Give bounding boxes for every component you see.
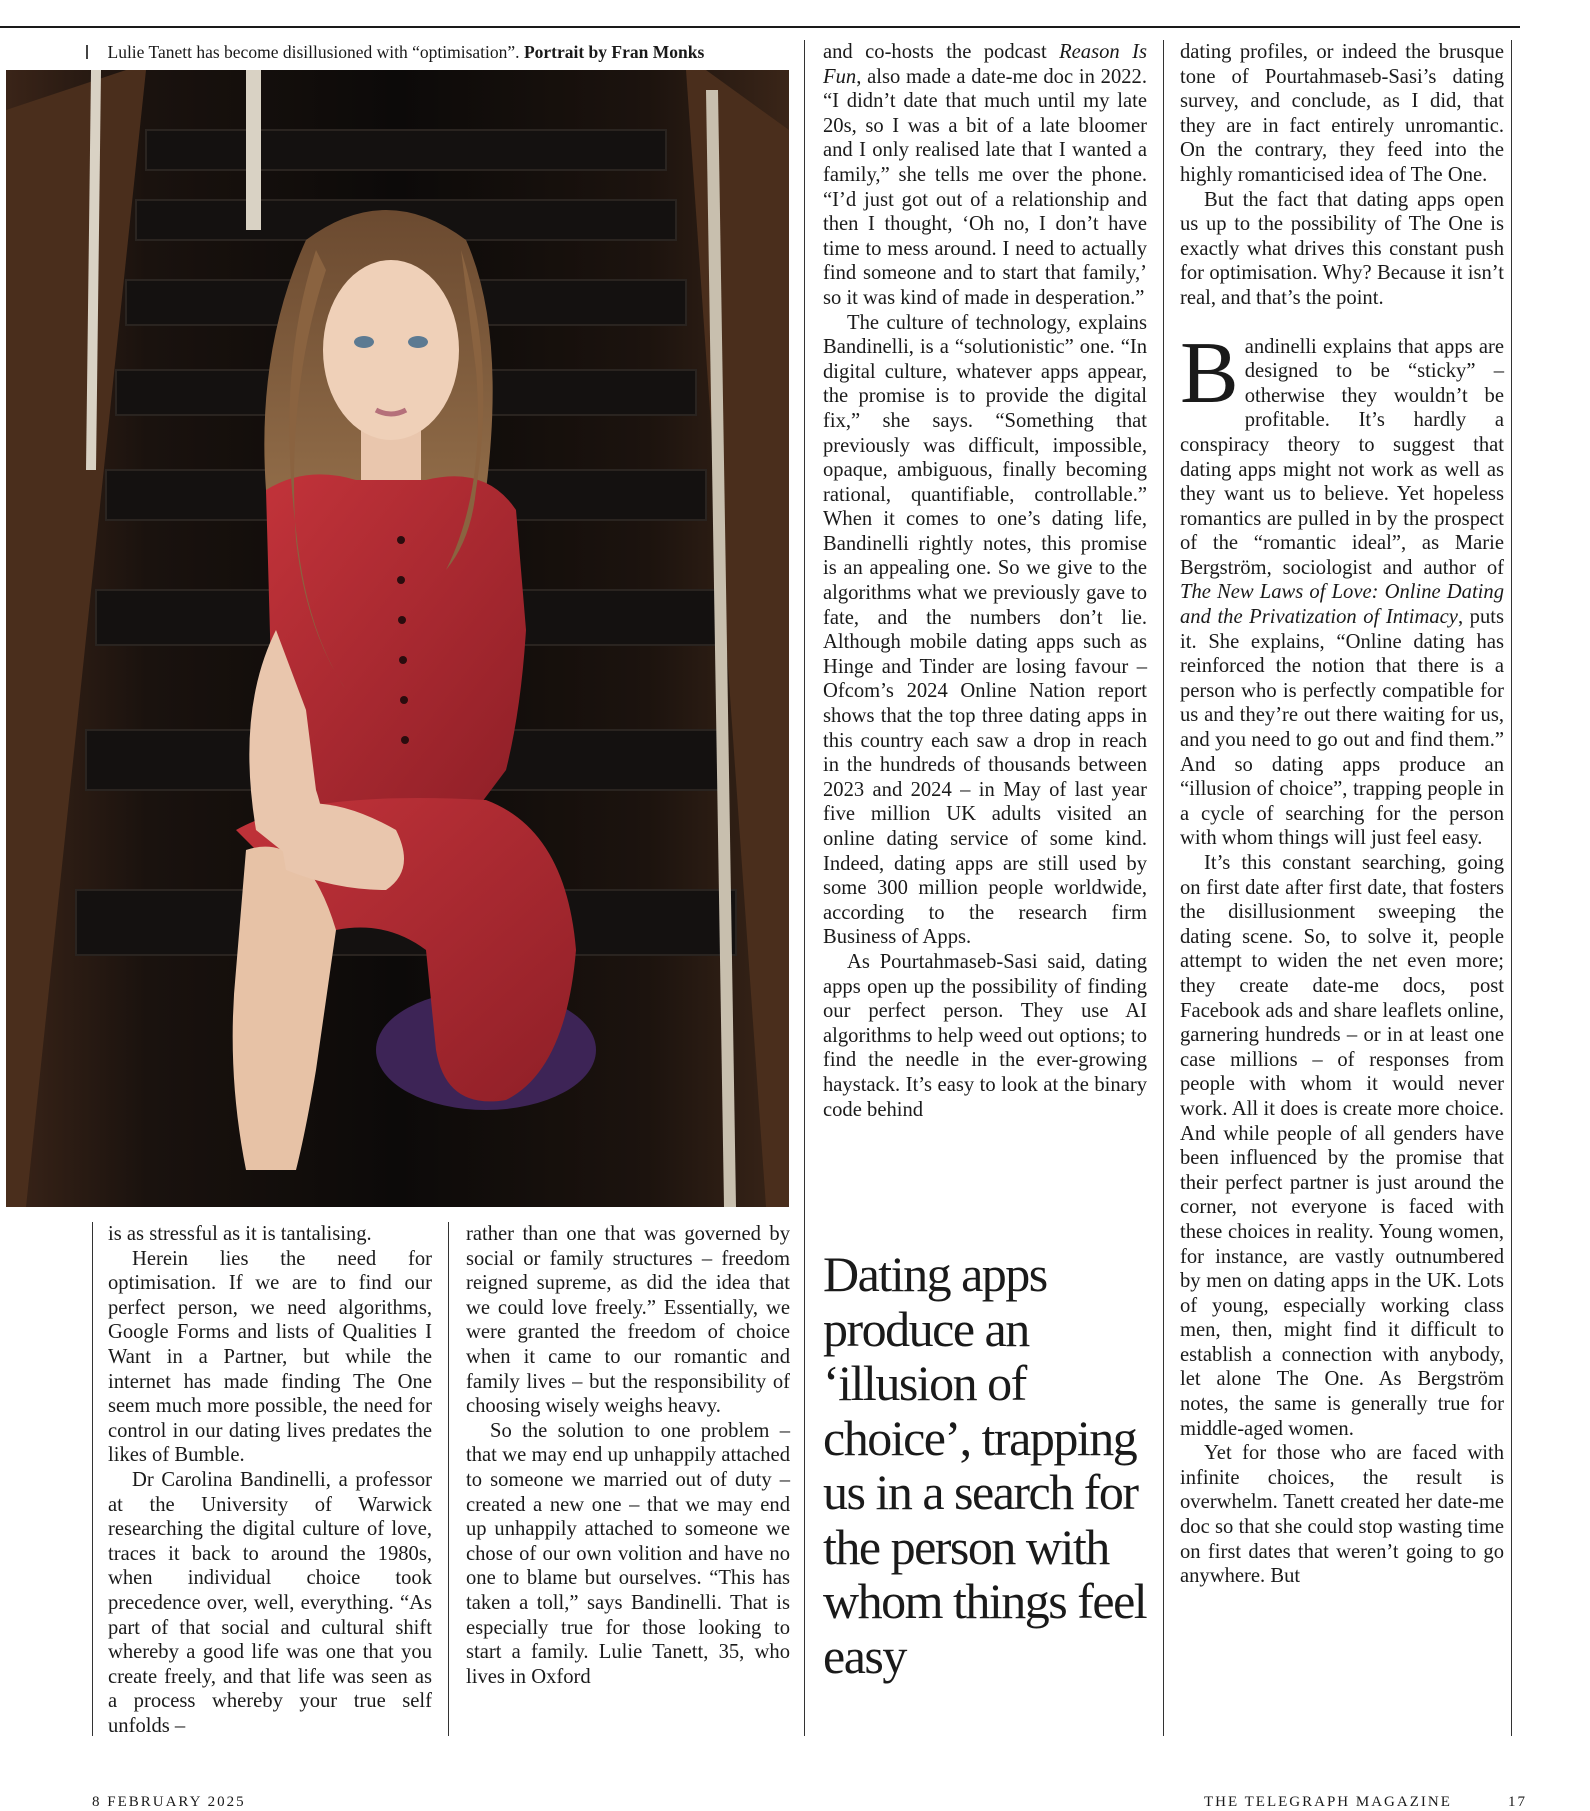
paragraph: is as stressful as it is tantalising. (108, 1223, 372, 1245)
text-run: , puts it. She explains, “Online dating has reinforced the notion that there is a person who is perfectly compatible for us and they’re out there waiting for us, and you need to go out and find them.” And so dating apps produce an “illusion of choice”, trapping people in a cycle of searching for the person with whom things will just feel easy. (1180, 606, 1504, 850)
paragraph: Herein lies the need for optimisation. If we are to find our perfect person, we need algorithms, Google Forms and lists of Qualities I Want in a Partner, but while the internet has made finding The One seem much more possible, the need for control in our dating lives predates the likes of Bumble. (108, 1247, 432, 1467)
photo-caption (86, 40, 788, 64)
paragraph (823, 40, 1147, 311)
column-rule (1163, 40, 1164, 1736)
column-rule (92, 1222, 93, 1736)
paragraph: But the fact that dating apps open us up to the possibility of The One is exactly what drives this constant push for optimisation. Why? Because it isn’t real, and that’s the point. (1180, 188, 1504, 309)
paragraph: Dr Carolina Bandinelli, a professor at the University of Warwick researching the digital culture of love, traces it back to around the 1980s, when individual choice took precedence over, well, everything. “As part of that social and cultural shift whereby a good life was one that you create freely, and that life was seen as a process whereby your true self unfolds – (108, 1468, 432, 1737)
paragraph: Yet for those who are faced with infinite choices, the result is overwhelm. Tanett created her date-me doc so that she could stop wasting time on first dates that weren’t going to go anywhere. But (1180, 1442, 1504, 1588)
article-column-1 (108, 1222, 432, 1738)
podcast-title: Reason Is Fun (823, 41, 1147, 88)
article-column-2 (466, 1222, 790, 1689)
caption-bar (86, 45, 88, 59)
portrait-illustration (6, 70, 789, 1207)
paragraph (1180, 324, 1504, 851)
book-title: The New Laws of Love: Online Dating and the Privatization of Intimacy (1180, 581, 1504, 629)
paragraph: It’s this constant searching, going on first date after first date, that fosters the disillusionment sweeping the dating scene. So, to solve it, people attempt to widen the net even more; they create date-me docs, post Facebook ads and share leaflets online, garnering hundreds – or in at least one case millions – of responses from people with whom it would never work. All it does is create more choice. And while people of all genders have been influenced by the promise that their perfect partner is just around the corner, not everyone is faced with these choices in reality. Young women, for instance, are vastly outnumbered by men on dating apps in the UK. Lots of young, especially working class men, then, might find it difficult to establish a connection with anybody, let alone The One. As Bergström notes, the same is generally true for middle-aged women. (1180, 852, 1504, 1440)
page-number: 17 (1508, 1794, 1527, 1810)
column-rule (1511, 40, 1512, 1736)
top-rule (0, 26, 1520, 28)
footer-magazine: THE TELEGRAPH MAGAZINE (1204, 1794, 1452, 1810)
text-run: andinelli explains that apps are designed to be “sticky” – otherwise they wouldn’t be profitable. It’s hardly a conspiracy theory to suggest that dating apps might not work as well as they want us to believe. Yet hopeless romantics are pulled in by the prospect of the “romantic ideal”, as Marie Bergström, sociologist and author of (1180, 335, 1504, 579)
caption-text: Lulie Tanett has become disillusioned with “optimisation”. (107, 42, 524, 62)
article-column-3 (823, 40, 1147, 1122)
text-run: , also made a date-me doc in 2022. “I didn’t date that much until my late 20s, so I was a bit of a late bloomer and I only realised late that I wanted a family,” she tells me over the phone. “I’d just got out of a relationship and then I thought, ‘Oh no, I don’t have time to mess around. I need to actually find someone and to start that family,’ so it was kind of made in desperation.” (823, 65, 1147, 309)
column-rule (448, 1222, 449, 1736)
paragraph: As Pourtahmaseb-Sasi said, dating apps open up the possibility of finding our perfect person. They use AI algorithms to help weed out options; to find the needle in the ever-growing haystack. It’s easy to look at the binary code behind (823, 950, 1147, 1121)
text-run: and co-hosts the podcast (823, 41, 1060, 63)
pull-quote: Dating apps produce an ‘illusion of choice’, trapping us in a search for the person with whom things feel easy (823, 1246, 1147, 1684)
photo-credit: Portrait by Fran Monks (523, 42, 705, 62)
paragraph: The culture of technology, explains Bandinelli, is a “solutionistic” one. “In digital culture, whatever apps appear, the promise is to provide the digital fix,” she says. “Something that previously was difficult, impossible, opaque, ambiguous, finally becoming rational, quantifiable, controllable.” When it comes to one’s dating life, Bandinelli rightly notes, this promise is an appealing one. So we give to the algorithms what we previously gave to fate, and the numbers don’t lie. Although mobile dating apps such as Hinge and Tinder are losing favour – Ofcom’s 2024 Online Nation report shows that the top three dating apps in this country each saw a drop in reach in the hundreds of thousands between 2023 and 2024 – in May of last year five million UK adults visited an online dating service of some kind. Indeed, dating apps are still used by some 300 million people worldwide, according to the research firm Business of Apps. (823, 311, 1147, 949)
paragraph: rather than one that was governed by social or family structures – freedom reigned supreme, as did the idea that we could love freely.” Essentially, we were granted the freedom of choice when it came to our romantic and family lives – but the responsibility of choosing wisely weighs heavy. (466, 1223, 790, 1418)
paragraph: So the solution to one problem – that we may end up unhappily attached to someone we married out of duty – created a new one – that we may end up unhappily attached to someone we chose of our own volition and have no one to blame but ourselves. “This has taken a toll,” says Bandinelli. That is especially true for those looking to start a family. Lulie Tanett, 35, who lives in Oxford (466, 1419, 790, 1688)
column-rule (804, 40, 805, 1736)
portrait-photo (6, 70, 789, 1207)
article-column-4 (1180, 40, 1504, 1589)
paragraph: dating profiles, or indeed the brusque tone of Pourtahmaseb-Sasi’s dating survey, and conclude, as I did, that they are in fact entirely unromantic. On the contrary, they feed into the highly romanticised idea of The One. (1180, 41, 1504, 186)
footer-date: 8 FEBRUARY 2025 (92, 1794, 246, 1810)
drop-cap: B (1180, 324, 1239, 422)
